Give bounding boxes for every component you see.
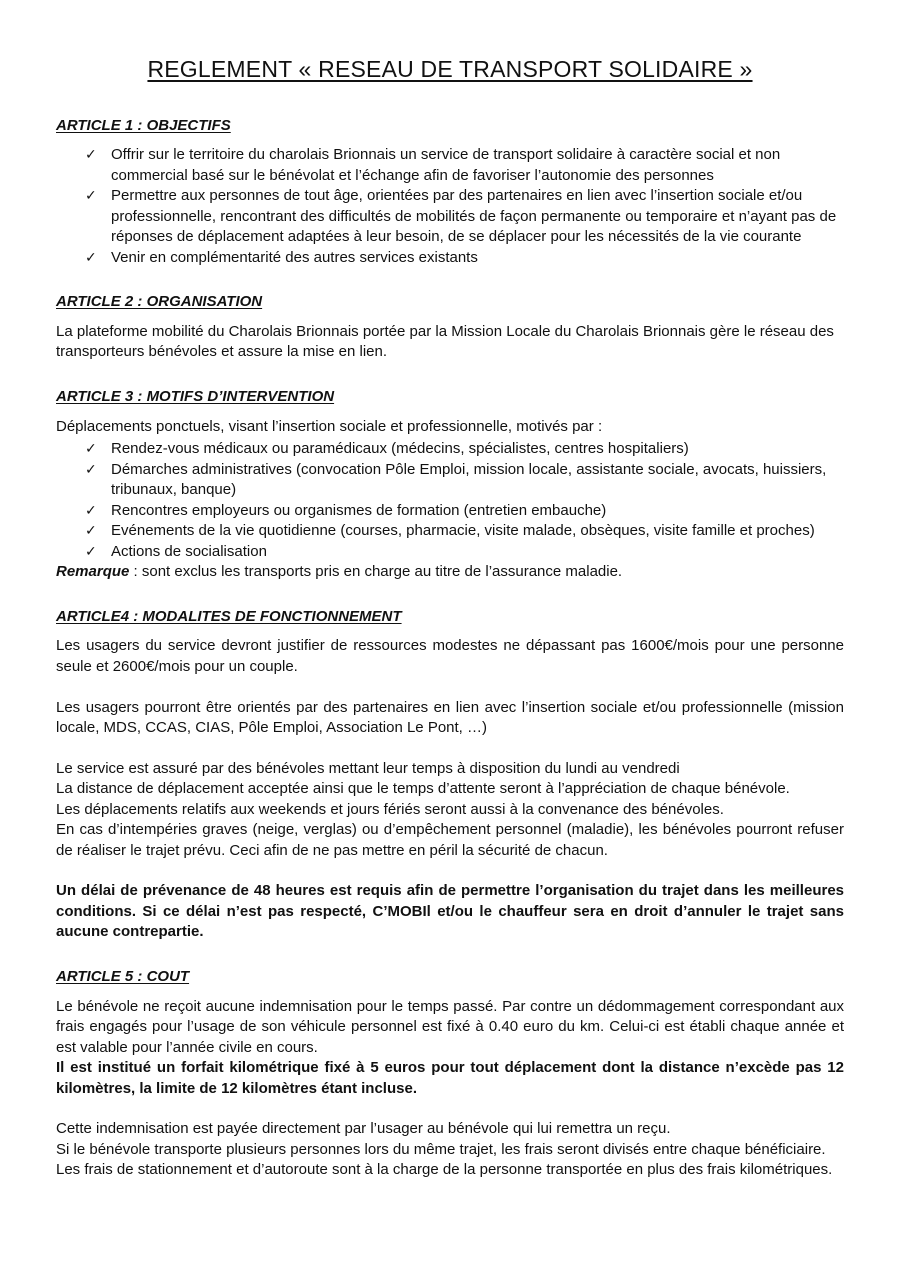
checkmark-bullet-icon: ✓ <box>85 248 97 265</box>
list-item <box>56 439 844 460</box>
article-4-paragraph-2: Les usagers pourront être orientés par des partenaires en lien avec l’insertion sociale et/ou professionnelle (mission locale, MDS, CCAS, CIAS, Pôle Emploi, Association Le Pont, …) <box>56 698 844 737</box>
list-item <box>56 186 844 248</box>
article-3-bullet-list <box>56 439 844 562</box>
bullet-text: Rencontres employeurs ou organismes de formation (entretien embauche) <box>111 501 607 519</box>
paragraph-line: Si le bénévole transporte plusieurs personnes lors du même trajet, les frais seront divisés entre chaque bénéficiaire. <box>56 1140 826 1158</box>
list-item <box>56 145 844 186</box>
bullet-text: Rendez-vous médicaux ou paramédicaux (médecins, spécialistes, centres hospitaliers) <box>111 440 689 458</box>
article-4-bold-paragraph: Un délai de prévenance de 48 heures est requis afin de permettre l’organisation du trajet dans les meilleures conditions. Si ce délai n’est pas respecté, C’MOBIl et/ou le chauffeur sera en droit d’annuler le trajet sans aucune contrepartie. <box>56 882 844 941</box>
article-4-paragraph-3 <box>56 759 844 862</box>
checkmark-bullet-icon: ✓ <box>85 187 97 204</box>
bullet-text: Permettre aux personnes de tout âge, orientées par des partenaires en lien avec l’insertion sociale et/ou professionnelle, rencontrant des difficultés de mobilités de façon permanente ou temporaire et n’ayant pas de réponses de déplacement adaptées à leur besoin, de se déplacer pour les nécessités de la vie courante <box>111 187 837 246</box>
list-item <box>56 542 844 563</box>
paragraph-line: En cas d’intempéries graves (neige, verglas) ou d’empêchement personnel (maladie), les bénévoles pourront refuser de réaliser le trajet prévu. Ceci afin de ne pas mettre en péril la sécurité de chacun. <box>56 821 844 859</box>
checkmark-bullet-icon: ✓ <box>85 542 97 559</box>
paragraph-line: Les frais de stationnement et d’autoroute sont à la charge de la personne transportée en plus des frais kilométriques. <box>56 1161 833 1179</box>
paragraph-line: Cette indemnisation est payée directement par l’usager au bénévole qui lui remettra un reçu. <box>56 1120 671 1138</box>
article-4-paragraph-1: Les usagers du service devront justifier de ressources modestes ne dépassant pas 1600€/mois pour une personne seule et 2600€/mois pour un couple. <box>56 637 844 675</box>
paragraph-line: La distance de déplacement acceptée ainsi que le temps d’attente seront à l’appréciation de chaque bénévole. <box>56 780 790 798</box>
checkmark-bullet-icon: ✓ <box>85 460 97 477</box>
paragraph-line: Le service est assuré par des bénévoles mettant leur temps à disposition du lundi au vendredi <box>56 759 680 777</box>
article-3-heading: ARTICLE 3 : MOTIFS D’INTERVENTION <box>56 387 335 405</box>
list-item <box>56 501 844 522</box>
checkmark-bullet-icon: ✓ <box>85 146 97 163</box>
article-2-paragraph: La plateforme mobilité du Charolais Brionnais portée par la Mission Locale du Charolais Brionnais gère le réseau des transporteurs bénévoles et assure la mise en lien. <box>56 322 834 361</box>
article-5-bold-text: Il est institué un forfait kilométrique fixé à 5 euros pour tout déplacement dont la distance n’excède pas 12 kilomètres, la limite de 12 kilomètres étant incluse. <box>56 1059 844 1097</box>
list-item <box>56 460 844 501</box>
article-1-bullet-list <box>56 145 844 268</box>
article-2-heading: ARTICLE 2 : ORGANISATION <box>56 293 263 311</box>
list-item <box>56 521 844 542</box>
article-3-intro: Déplacements ponctuels, visant l’insertion sociale et professionnelle, motivés par : <box>56 417 603 435</box>
checkmark-bullet-icon: ✓ <box>85 501 97 518</box>
bullet-text: Actions de socialisation <box>111 542 267 560</box>
checkmark-bullet-icon: ✓ <box>85 440 97 457</box>
article-5-paragraph-1 <box>56 997 844 1100</box>
bullet-text: Evénements de la vie quotidienne (courses, pharmacie, visite malade, obsèques, visite famille et proches) <box>111 522 815 540</box>
list-item <box>56 248 844 269</box>
paragraph-line: Les déplacements relatifs aux weekends et jours fériés seront aussi à la convenance des bénévoles. <box>56 800 724 818</box>
remark-label: Remarque <box>56 563 130 581</box>
article-5-heading: ARTICLE 5 : COUT <box>56 968 190 985</box>
bullet-text: Venir en complémentarité des autres services existants <box>111 248 478 266</box>
article-1-heading: ARTICLE 1 : OBJECTIFS <box>56 116 231 134</box>
document-title: REGLEMENT « RESEAU DE TRANSPORT SOLIDAIRE » <box>147 56 753 82</box>
remark-paragraph <box>56 562 844 583</box>
article-4-heading: ARTICLE4 : MODALITES DE FONCTIONNEMENT <box>56 607 402 625</box>
bullet-text: Démarches administratives (convocation Pôle Emploi, mission locale, assistante sociale, avocats, huissiers, tribunaux, banque) <box>111 460 827 499</box>
article-5-paragraph-2 <box>56 1119 844 1181</box>
bullet-text: Offrir sur le territoire du charolais Brionnais un service de transport solidaire à caractère social et non commercial basé sur le bénévolat et l’échange afin de favoriser l’autonomie des personnes <box>111 146 781 184</box>
paragraph-line: Le bénévole ne reçoit aucune indemnisation pour le temps passé. Par contre un dédommagement correspondant aux frais engagés pour l’usage de son véhicule personnel est fixé à 0.40 euro du km. Celui-ci est établi chaque année et est valable pour l’année civile en cours. <box>56 997 844 1056</box>
remark-text: : sont exclus les transports pris en charge au titre de l’assurance maladie. <box>129 563 623 581</box>
checkmark-bullet-icon: ✓ <box>85 522 97 539</box>
